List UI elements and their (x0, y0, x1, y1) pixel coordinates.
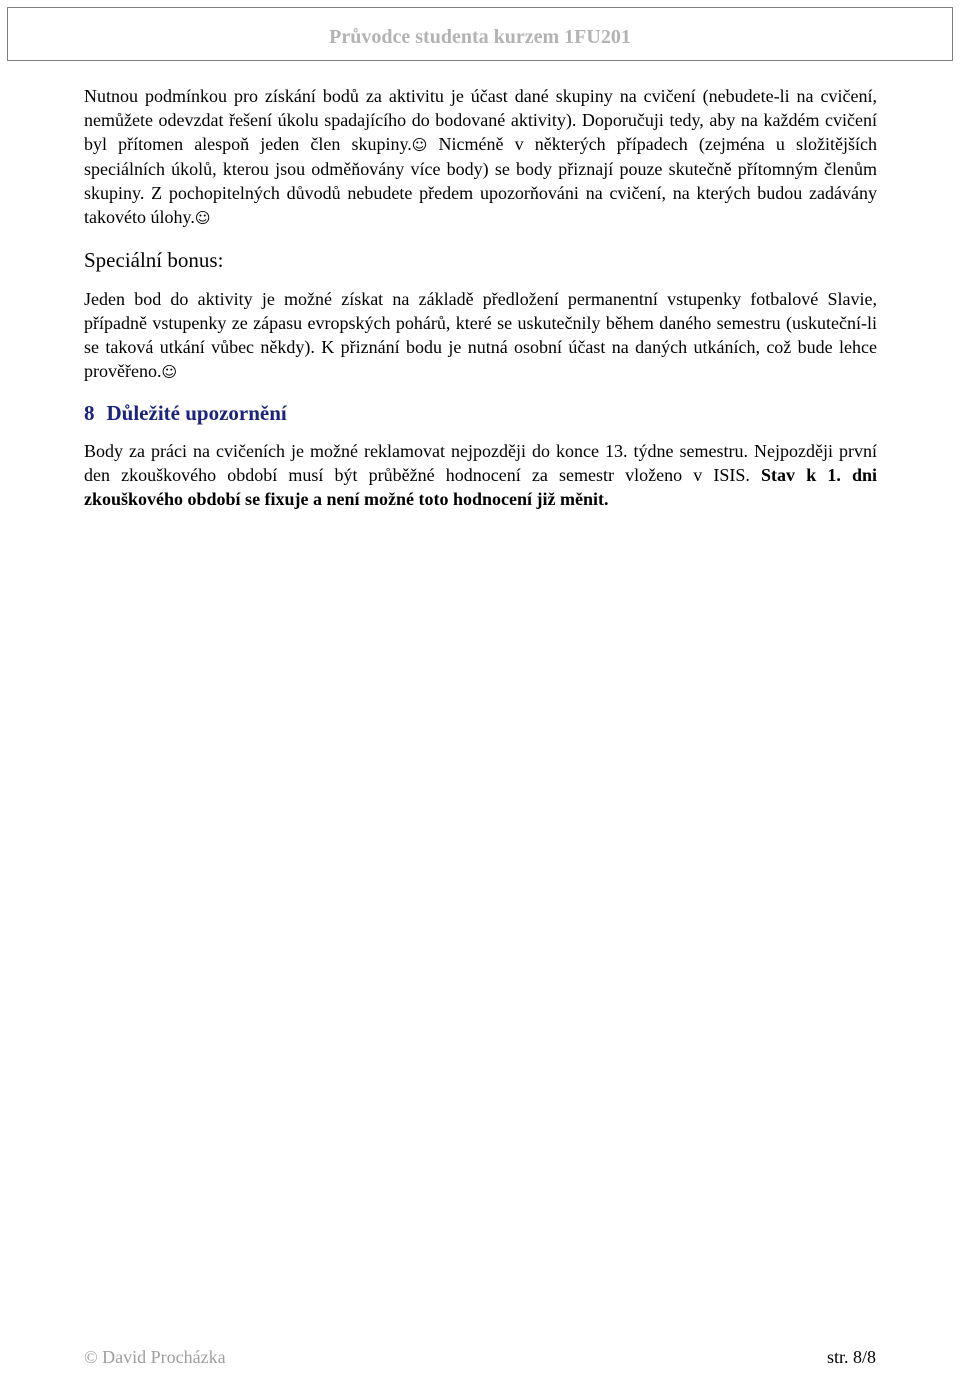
bonus-paragraph (84, 287, 877, 384)
section-title: Důležité upozornění (106, 401, 287, 425)
section-heading (84, 400, 877, 426)
notice-text: Body za práci na cvičeních je možné reklamovat nejpozději do konce 13. týdne semestru. Nejpozději první den zkouškového období musí být průběžné hodnocení za semestr vloženo v ISIS. (84, 441, 877, 485)
smiley-icon: ☺ (194, 209, 211, 227)
intro-text-1: Nutnou podmínkou pro získání bodů za aktivitu je účast dané skupiny na cvičení (nebudete-li na cvičení, nemůžete odevzdat řešení úkolu spadajícího do bodované aktivity). Doporučuji tedy, aby na každém cvičení byl přítomen alespoň jeden člen skupiny. (84, 86, 877, 154)
bonus-heading: Speciální bonus: (84, 248, 224, 272)
intro-text-2: Nicméně v některých případech (zejména u složitějších speciálních úkolů, kterou jsou odměňovány více body) se body přiznají pouze skutečně přítomným členům skupiny. Z pochopitelných důvodů nebudete předem upozorňováni na cvičení, na kterých budou zadávány takovéto úlohy. (84, 134, 877, 227)
footer-author: © David Procházka (84, 1347, 226, 1367)
page-header (7, 7, 953, 61)
page-content (84, 84, 877, 511)
bonus-text: Jeden bod do aktivity je možné získat na základě předložení permanentní vstupenky fotbalové Slavie, případně vstupenky ze zápasu evropských pohárů, které se uskutečnily během daného semestru (uskuteční-li se taková utkání vůbec někdy). K přiznání bodu je nutná osobní účast na daných utkáních, což bude lehce prověřeno. (84, 289, 877, 381)
header-title: Průvodce studenta kurzem 1FU201 (329, 26, 631, 48)
notice-paragraph (84, 439, 877, 511)
section-number: 8 (84, 401, 95, 425)
smiley-icon: ☺ (411, 136, 428, 154)
notice-bold-text: Stav k 1. dni zkouškového období se fixuje a není možné toto hodnocení již měnit. (84, 465, 878, 509)
intro-paragraph (84, 84, 877, 230)
footer-page-number: str. 8/8 (826, 1347, 876, 1367)
smiley-icon: ☺ (161, 363, 178, 381)
